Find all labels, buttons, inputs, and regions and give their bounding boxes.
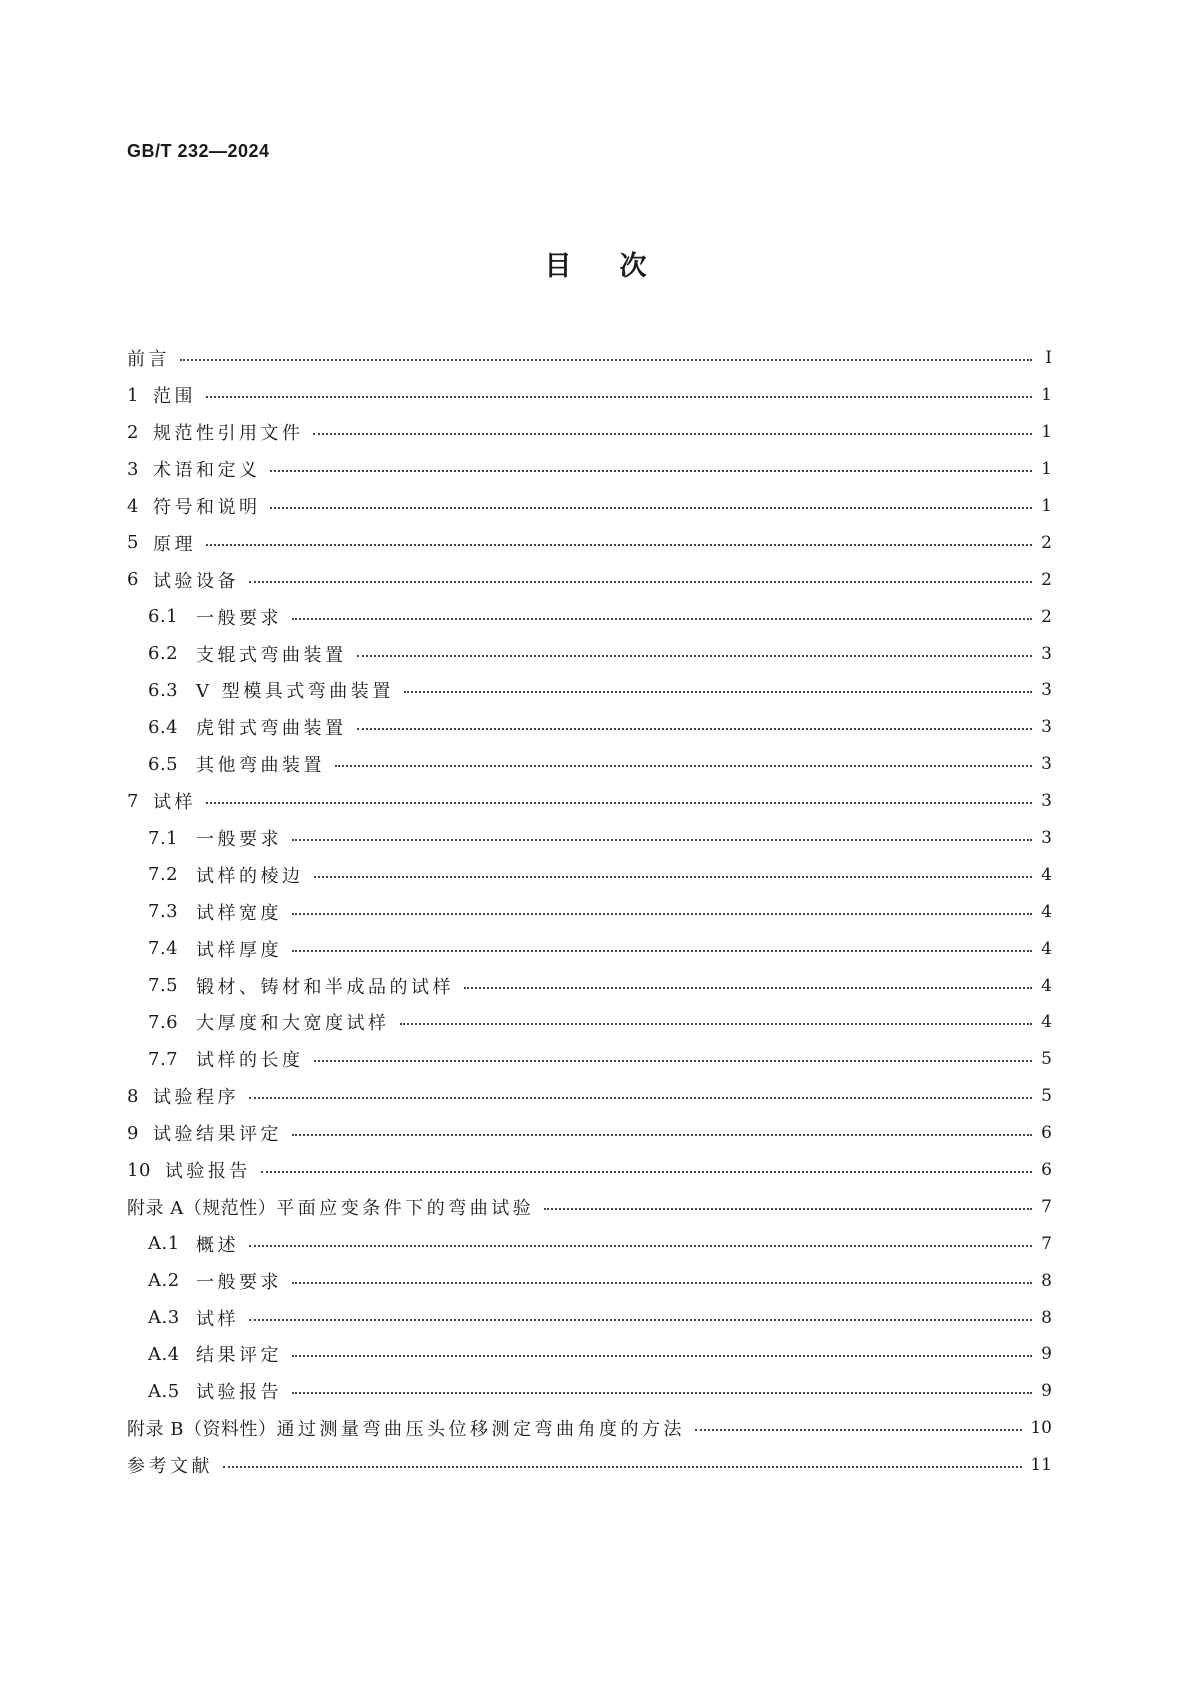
dot-leader bbox=[464, 987, 1032, 989]
toc-entry-label: 其他弯曲装置 bbox=[196, 755, 325, 777]
toc-entry-page: 4 bbox=[1041, 975, 1052, 996]
toc-entry-label: 参考文献 bbox=[127, 1456, 213, 1478]
toc-entry-number: 5 bbox=[127, 532, 139, 554]
toc-entry-number: 7.3 bbox=[148, 901, 179, 923]
dot-leader bbox=[544, 1208, 1032, 1210]
toc-entry-page: 3 bbox=[1041, 717, 1052, 738]
dot-leader bbox=[314, 1060, 1033, 1062]
dot-leader bbox=[357, 655, 1033, 657]
toc-entry-label: 试验报告 bbox=[164, 1161, 251, 1183]
toc-entry-number: 7.6 bbox=[148, 1011, 179, 1033]
toc-entry-page: 9 bbox=[1041, 1344, 1052, 1365]
toc-entry-page: 4 bbox=[1041, 938, 1052, 959]
toc-entry-page: 1 bbox=[1041, 385, 1052, 406]
toc-entry-label: 一般要求 bbox=[196, 829, 282, 851]
toc-entry[interactable] bbox=[127, 820, 1052, 857]
toc-entry[interactable] bbox=[127, 1410, 1052, 1447]
toc-entry-label: 支辊式弯曲装置 bbox=[196, 644, 347, 666]
toc-entry-page: 2 bbox=[1041, 569, 1052, 590]
toc-entry-label: 试样的长度 bbox=[196, 1050, 304, 1072]
toc-entry-label: 规范性引用文件 bbox=[152, 423, 304, 445]
toc-entry[interactable] bbox=[127, 561, 1052, 598]
toc-entry[interactable] bbox=[127, 1373, 1052, 1410]
toc-entry-number: A.3 bbox=[148, 1307, 180, 1329]
toc-entry-page: 4 bbox=[1041, 901, 1052, 922]
toc-entry-number: 6.5 bbox=[148, 753, 179, 775]
toc-entry-number: 9 bbox=[127, 1122, 139, 1144]
dot-leader bbox=[313, 433, 1032, 435]
dot-leader bbox=[292, 1392, 1032, 1394]
dot-leader bbox=[292, 618, 1032, 620]
toc-entry-label: 试验程序 bbox=[152, 1087, 239, 1109]
toc-entry-page: 3 bbox=[1041, 828, 1052, 849]
toc-entry-page: 6 bbox=[1041, 1123, 1052, 1144]
dot-leader bbox=[292, 1355, 1032, 1357]
toc-entry-page: Ⅰ bbox=[1045, 348, 1052, 369]
toc-entry-label: 锻材、铸材和半成品的试样 bbox=[196, 976, 454, 998]
dot-leader bbox=[357, 728, 1033, 730]
dot-leader bbox=[206, 544, 1032, 546]
toc-entry-number: 1 bbox=[127, 384, 139, 406]
toc-entry-label: 范围 bbox=[152, 386, 196, 408]
toc-entry[interactable] bbox=[127, 377, 1052, 414]
toc-entry-page: 10 bbox=[1030, 1418, 1052, 1439]
toc-entry-number: 7.4 bbox=[148, 938, 179, 960]
toc-entry-label: 符号和说明 bbox=[152, 497, 261, 518]
toc-entry[interactable] bbox=[127, 1152, 1052, 1189]
toc-entry-number: 7.7 bbox=[148, 1048, 179, 1070]
dot-leader bbox=[400, 1023, 1033, 1025]
toc-entry-label: 试样的棱边 bbox=[196, 865, 304, 887]
toc-entry-page: 3 bbox=[1041, 643, 1052, 664]
toc-entry-number: 2 bbox=[127, 421, 139, 443]
dot-leader bbox=[249, 1097, 1032, 1099]
dot-leader bbox=[206, 802, 1032, 804]
toc-entry-label: 结果评定 bbox=[196, 1345, 282, 1367]
toc-entry[interactable] bbox=[127, 451, 1052, 488]
toc-entry-page: 4 bbox=[1041, 864, 1052, 885]
toc-entry-label: 试样厚度 bbox=[196, 939, 282, 961]
toc-entry[interactable] bbox=[127, 967, 1052, 1004]
dot-leader bbox=[292, 839, 1032, 841]
toc-entry-number: 6 bbox=[127, 569, 139, 591]
toc-entry[interactable] bbox=[127, 524, 1052, 561]
toc-entry-label: V 型模具式弯曲装置 bbox=[196, 681, 394, 703]
toc-entry-number: 6.2 bbox=[148, 643, 179, 665]
toc-entry[interactable] bbox=[127, 1078, 1052, 1115]
toc-entry-label: 试样 bbox=[196, 1308, 239, 1330]
toc-entry-number: 6.1 bbox=[148, 606, 179, 628]
toc-entry[interactable] bbox=[127, 930, 1052, 967]
toc-entry-page: 8 bbox=[1041, 1270, 1052, 1291]
toc-entry[interactable] bbox=[127, 488, 1052, 525]
dot-leader bbox=[292, 1134, 1032, 1136]
toc-entry[interactable] bbox=[127, 1299, 1052, 1336]
dot-leader bbox=[249, 581, 1032, 583]
toc-entry-label: 概述 bbox=[196, 1234, 239, 1256]
toc-entry-page: 1 bbox=[1041, 496, 1052, 516]
dot-leader bbox=[695, 1429, 1022, 1431]
toc-entry[interactable] bbox=[127, 598, 1052, 635]
dot-leader bbox=[270, 507, 1032, 509]
dot-leader bbox=[292, 1282, 1032, 1284]
toc-entry-page: 3 bbox=[1041, 791, 1052, 812]
toc-entry-number: 7.1 bbox=[148, 827, 179, 849]
dot-leader bbox=[314, 876, 1033, 878]
toc-entry[interactable] bbox=[127, 746, 1052, 783]
toc-entry-number: 6.3 bbox=[148, 679, 179, 701]
dot-leader bbox=[261, 1171, 1032, 1173]
toc-entry-number: A.5 bbox=[148, 1380, 180, 1402]
toc-entry-page: 2 bbox=[1041, 606, 1052, 627]
toc-entry-page: 9 bbox=[1041, 1381, 1052, 1402]
toc-entry-label: 试验报告 bbox=[196, 1382, 282, 1404]
toc-entry-number: A.1 bbox=[148, 1233, 180, 1255]
toc-entry[interactable] bbox=[127, 783, 1052, 820]
toc-entry-page: 1 bbox=[1041, 422, 1052, 443]
toc-entry[interactable] bbox=[127, 414, 1052, 451]
toc-entry-label: 通过测量弯曲压头位移测定弯曲角度的方法 bbox=[276, 1419, 685, 1441]
toc-entry-page: 3 bbox=[1041, 680, 1052, 701]
toc-entry-number: 附录 B（资料性） bbox=[127, 1419, 277, 1441]
toc-entry[interactable] bbox=[127, 635, 1052, 672]
toc-entry-label: 原理 bbox=[152, 533, 196, 555]
toc-entry-number: 6.4 bbox=[148, 716, 179, 738]
dot-leader bbox=[180, 359, 1032, 361]
toc-entry[interactable] bbox=[127, 1115, 1052, 1152]
toc-entry-page: 6 bbox=[1041, 1160, 1052, 1181]
toc-entry-page: 4 bbox=[1041, 1012, 1052, 1033]
toc-entry-page: 7 bbox=[1041, 1196, 1052, 1217]
toc-entry[interactable] bbox=[127, 1041, 1052, 1078]
toc-entry-page: 7 bbox=[1041, 1233, 1052, 1254]
toc-entry-label: 术语和定义 bbox=[152, 460, 261, 482]
toc-entry-label: 平面应变条件下的弯曲试验 bbox=[276, 1197, 535, 1219]
toc-entry-number: 8 bbox=[127, 1085, 139, 1107]
toc-entry[interactable] bbox=[127, 340, 1052, 377]
toc-entry-page: 3 bbox=[1041, 754, 1052, 775]
page-title: 目次 bbox=[544, 251, 695, 282]
toc-entry-number: A.2 bbox=[148, 1270, 180, 1292]
toc-entry-label: 试验结果评定 bbox=[152, 1124, 282, 1146]
toc-entry-number: 附录 A（规范性） bbox=[127, 1197, 277, 1219]
toc-entry[interactable] bbox=[127, 672, 1052, 709]
toc-entry-page: 11 bbox=[1030, 1455, 1052, 1476]
toc-entry[interactable] bbox=[127, 1336, 1052, 1373]
table-of-contents bbox=[127, 340, 1052, 1484]
standard-code: GB/T 232—2024 bbox=[127, 141, 270, 161]
toc-entry-label: 试样宽度 bbox=[196, 902, 282, 924]
toc-entry-number: 4 bbox=[127, 495, 139, 517]
dot-leader bbox=[292, 913, 1032, 915]
toc-entry-page: 2 bbox=[1041, 532, 1052, 553]
dot-leader bbox=[249, 1245, 1032, 1247]
toc-entry-page: 5 bbox=[1041, 1049, 1052, 1070]
toc-entry-number: A.4 bbox=[148, 1343, 180, 1365]
toc-entry-page: 1 bbox=[1041, 459, 1052, 480]
toc-entry[interactable] bbox=[127, 1188, 1052, 1225]
dot-leader bbox=[292, 950, 1032, 952]
dot-leader bbox=[206, 396, 1032, 398]
toc-entry-label: 一般要求 bbox=[196, 607, 282, 629]
toc-entry[interactable] bbox=[127, 893, 1052, 930]
toc-entry-label: 大厚度和大宽度试样 bbox=[196, 1013, 390, 1035]
toc-entry-label: 一般要求 bbox=[196, 1271, 282, 1293]
toc-entry[interactable] bbox=[127, 1004, 1052, 1041]
toc-entry-number: 7.2 bbox=[148, 864, 179, 886]
toc-entry[interactable] bbox=[127, 1225, 1052, 1262]
dot-leader bbox=[335, 765, 1032, 767]
toc-entry-page: 8 bbox=[1041, 1307, 1052, 1328]
toc-entry[interactable] bbox=[127, 856, 1052, 893]
toc-entry-page: 5 bbox=[1041, 1086, 1052, 1107]
toc-entry[interactable] bbox=[127, 709, 1052, 746]
toc-entry-label: 试样 bbox=[152, 792, 196, 814]
toc-entry[interactable] bbox=[127, 1447, 1052, 1484]
toc-entry[interactable] bbox=[127, 1262, 1052, 1299]
toc-entry-label: 虎钳式弯曲装置 bbox=[196, 718, 347, 740]
toc-entry-label: 试验设备 bbox=[152, 570, 239, 592]
toc-entry-number: 7 bbox=[127, 790, 139, 812]
toc-entry-number: 10 bbox=[127, 1159, 151, 1181]
toc-entry-number: 7.5 bbox=[148, 975, 179, 997]
toc-entry-label: 前言 bbox=[127, 349, 170, 371]
toc-entry-number: 3 bbox=[127, 458, 139, 480]
dot-leader bbox=[249, 1319, 1032, 1321]
dot-leader bbox=[223, 1466, 1022, 1468]
dot-leader bbox=[404, 691, 1032, 693]
dot-leader bbox=[270, 470, 1032, 472]
